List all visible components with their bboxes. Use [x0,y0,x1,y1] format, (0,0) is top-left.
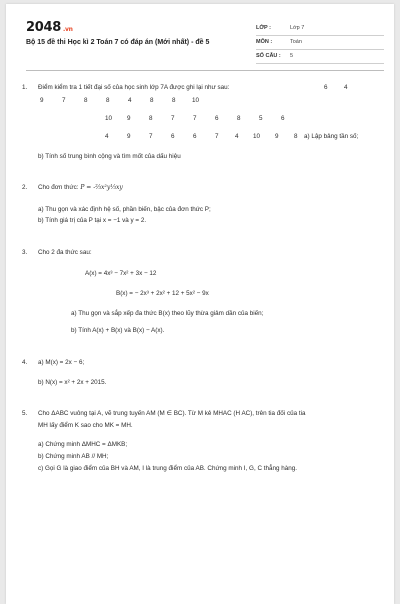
score-value: 6 [215,115,219,122]
question-2-formula: P = -⅔x²y⅓xy [80,184,123,191]
question-3-part-a: a) Thu gọn và sắp xếp đa thức B(x) theo lũy thừa giảm dần của biến; [71,310,264,317]
score-value: 4 [128,97,132,104]
question-number: 1. [22,84,28,91]
score-value: 7 [149,133,153,140]
question-5-part-b: b) Chứng minh AB // MH; [38,453,109,460]
meta-value: Toán [290,39,302,45]
score-value: 7 [62,97,66,104]
site-logo[interactable] [26,20,73,35]
question-number: 5. [22,410,28,417]
score-value: 10 [192,97,200,104]
score-value: 9 [127,133,131,140]
score-value: 6 [193,133,197,140]
question-5-part-a: a) Chứng minh ΔMHC = ΔMKB; [38,441,128,448]
question-5-part-c: c) Gọi G là giao điểm của BH và AM, I là trung điểm của AB. Chứng minh I, G, C thẳng hàng. [38,465,298,472]
score-value: 8 [150,97,154,104]
question-1-value: 6 [324,84,328,91]
question-1-part-b: b) Tính số trung bình cộng và tìm mốt của dấu hiệu [38,153,181,160]
meta-row-question-count [256,50,384,64]
score-value: 8 [172,97,176,104]
meta-value: Lớp 7 [290,25,305,31]
question-1-part-a: a) Lập bảng tần số; [304,133,359,140]
question-4-part-b: b) N(x) = x² + 2x + 2015. [38,379,107,386]
question-number: 3. [22,249,28,256]
meta-label: LỚP : [256,25,271,31]
score-value: 7 [171,115,175,122]
question-5-text-line-2: MH lấy điểm K sao cho MK = MH. [38,422,133,429]
meta-label: SỐ CÂU : [256,53,281,59]
score-value: 6 [171,133,175,140]
exam-sheet [6,4,394,604]
meta-label: MÔN : [256,39,273,45]
question-1-value: 4 [344,84,348,91]
score-value: 8 [106,97,110,104]
score-value: 9 [40,97,44,104]
question-3-part-b: b) Tính A(x) + B(x) và B(x) − A(x). [71,327,165,334]
header-divider [26,70,384,71]
score-value: 7 [193,115,197,122]
score-value: 5 [259,115,263,122]
question-2-text [38,184,123,191]
logo-suffix: .vn [62,26,73,33]
score-value: 10 [105,115,113,122]
exam-meta-table [256,22,384,64]
score-value: 8 [149,115,153,122]
question-4-part-a: a) M(x) = 2x − 6; [38,359,85,366]
meta-value: 5 [290,53,294,59]
polynomial-a: A(x) = 4x³ − 7x² + 3x − 12 [85,270,157,277]
polynomial-b: B(x) = − 2x³ + 2x² + 12 + 5x² − 9x [116,290,209,297]
score-value: 4 [235,133,239,140]
score-value: 8 [294,133,298,140]
score-value: 6 [281,115,285,122]
score-value: 8 [84,97,88,104]
score-value: 4 [105,133,109,140]
score-value: 10 [253,133,261,140]
question-2-part-a: a) Thu gọn và xác định hệ số, phần biến, bậc của đơn thức P; [38,206,211,213]
logo-main: 2048 [26,20,61,35]
question-number: 4. [22,359,28,366]
meta-row-class [256,22,384,36]
question-2-part-b: b) Tính giá trị của P tại x = −1 và y = 2. [38,217,147,224]
question-1-text: Điểm kiểm tra 1 tiết đại số của học sinh lớp 7A được ghi lại như sau: [38,84,230,91]
question-number: 2. [22,184,28,191]
score-value: 7 [215,133,219,140]
question-2-lead: Cho đơn thức: [38,184,81,191]
score-value: 9 [275,133,279,140]
meta-row-subject [256,36,384,50]
score-value: 9 [127,115,131,122]
question-3-text: Cho 2 đa thức sau: [38,249,92,256]
exam-title: Bộ 15 đề thi Học kì 2 Toán 7 có đáp án (Mới nhất) - đề 5 [26,39,210,46]
score-value: 8 [237,115,241,122]
question-5-text-line-1: Cho ΔABC vuông tại A, vẽ trung tuyến AM (M ∈ BC). Từ M kẻ MHAC (H AC), trên tia đối của tia [38,410,306,417]
